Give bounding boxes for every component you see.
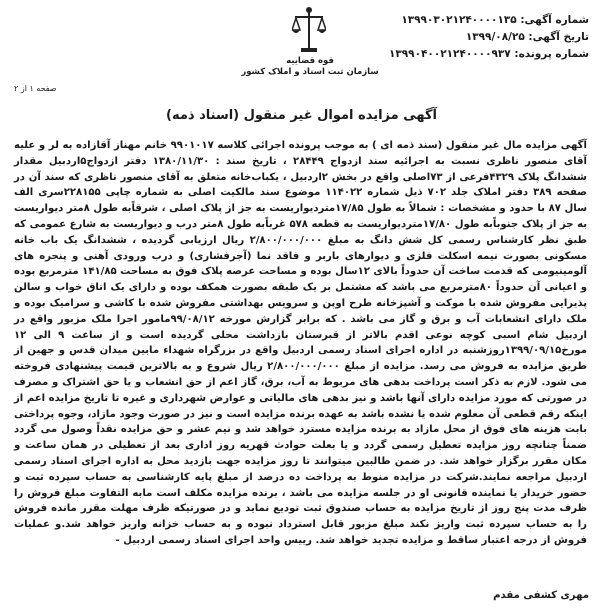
notice-title: آگهی مزایده اموال غیر منقول (اسناد ذمه)	[166, 108, 437, 123]
brand-line-registry: سازمان ثبت اسناد و املاک کشور	[241, 67, 379, 77]
signatory-name: مهری کشفی مقدم	[493, 590, 589, 601]
case-number: شماره پرونده: ۱۳۹۹۰۴۰۰۲۱۲۴۰۰۰۰۹۳۷	[388, 48, 589, 60]
scales-of-justice-icon	[292, 6, 326, 54]
notice-body	[14, 138, 587, 549]
brand-line-judiciary: قوه قضاییه	[286, 56, 334, 66]
notice-number: شماره آگهی: ۱۳۹۹۰۳۰۲۱۲۴۰۰۰۰۱۳۵	[401, 14, 589, 26]
notice-date: تاریخ آگهی: ۱۳۹۹/۰۸/۲۵	[465, 31, 589, 43]
organization-name	[225, 56, 395, 78]
page-number: صفحه ۱ از ۲	[14, 84, 57, 93]
notice-body-paragraph: آگهی مزایده مال غیر منقول (سند ذمه ای ) به موجب پرونده اجرائی کلاسه ۹۹۰۱۰۱۷ خانم مهناز آقازاده به لر و علیه آقای منصور ناظری نسبت به اجرائیه سند ازدواج ۲۸۴۴۹ ، تاریخ سند : ۱۳۸۰/۱۱/۳۰ دفتر ازدواج۵اردبیل مقدار ششدانگ پلاک ۴۳۲۹فرعی از ۷۳اصلی واقع در بخش ۲اردبیل ، یکباب‌خانه متعلق به آقای منصور ناظری که سند آن در صفحه ۳۸۹ دفتر املاک جلد ۷۰۲ ذیل شماره ۱۱۴۰۲۲ موضوع سند مالکیت اصلی به شماره چاپی ۲۲۸۱۵۵سری الف سال ۸۷ با حدود و مشخصات : شمالاً به طول ۱۷/۸۵متردیواریست به جز از پلاک اصلی ، شرقاًبه طول ۸متر دیواریست به جز از پلاک جنوباًبه طول ۱۷/۸۰متردیواریست به قطعه ۵۷۸ غرباًبه طول ۸متر درب و دیواریست به شارع عمومی که طبق نظر کارشناس رسمی کل شش دانگ به مبلغ ۲/۸۰۰/۰۰۰/۰۰۰ ریال ارزیابی گردیده ، ششدانگ یک باب خانه مسکونی بصورت نیمه اسکلت فلزی و دیوارهای باربر و فاقد نما (آجرفشاری) و درب ورودی آهنی و پنجره های آلومینیومی که قدمت ساخت آن حدوداً بالای ۱۲سال بوده و مساحت عرصه پلاک فوق به مساحت ۱۴۱/۸۵ مترمربع بوده و اعیانی آن حدوداً ۸۰مترمربع می باشد که مشتمل بر یک طبقه بصورت همکف بوده و دارای یک اتاق خواب و سالن پذیرایی مفروش شده با موکت و آشپزخانه طرح اوپن و سرویس بهداشتی مفروش شده با کاشی و سرامیک بوده و ملک دارای انشعابات آب و برق و گاز می باشد . که برابر گزارش مورخه ۹۹/۰۸/۱۲مامور اجرا ملک مزبور واقع در اردبیل شام اسبی کوچه نوعی اقدم بالاتر از قبرستان بازداشت محلی گردیده است و از ساعت ۹ الی ۱۲ مورخ۱۳۹۹/۰۹/۱۵روزشنبه در اداره اجرای اسناد رسمی اردبیل واقع در بزرگراه شهداء مابین میدان قدس و جهین از طریق مزایده به فروش می رسد. مزایده از مبلغ ۲/۸۰۰/۰۰۰/۰۰۰ ریال شروع و به بالاترین قیمت پیشنهادی فروخته می شود. لازم به ذکر است پرداخت بدهی های مربوط به آب، برق، گاز اعم از حق انشعاب و یا حق اشتراک و مصرف در صورتی که مورد مزایده دارای آنها باشد و نیز بدهی های مالیاتی و عوارض شهرداری و غیره تا تاریخ مزایده اعم از اینکه رقم قطعی آن معلوم شده یا نشده باشد به عهده برنده مزایده است و نیز در صورت وجود مازاد، وجوه پرداختی بابت هزینه های فوق از محل مازاد به برنده مزایده مسترد خواهد شد و نیم عشر و حق مزایده نقداً وصول می گردد ضمناً چنانچه روز مزایده تعطیل رسمی گردد و یا بعلت حوادث قهریه روز اداری بعد از تعطیلی در همان ساعت و مکان مقرر برگزار خواهد شد. در ضمن طالبین میتوانند تا روز مزایده جهت بازدید محل به اداره اجرای اسناد رسمی اردبیل مراجعه نمایند.شرکت در مزایده منوط به پرداخت ده درصد از مبلغ پایه کارشناسی به حساب سپرده ثبت و حضور خریدار یا نماینده قانونی او در جلسه مزایده می باشد ، برنده مزایده مکلف است مابه التفاوت مبلغ فروش را ظرف مدت پنج روز از تاریخ مزایده به حساب صندوق ثبت تودیع نماید و در صورتیکه ظرف مهلت مقرر مانده فروش را به حساب سپرده ثبت واریز نکند مبلغ مزبور قابل استرداد نبوده و به حساب خزانه واریز خواهد شد.و عملیات فروش از درجه اعتبار ساقط و مزایده تجدید خواهد شد. رییس واحد اجرای اسناد رسمی اردبیل -	[14, 140, 588, 546]
